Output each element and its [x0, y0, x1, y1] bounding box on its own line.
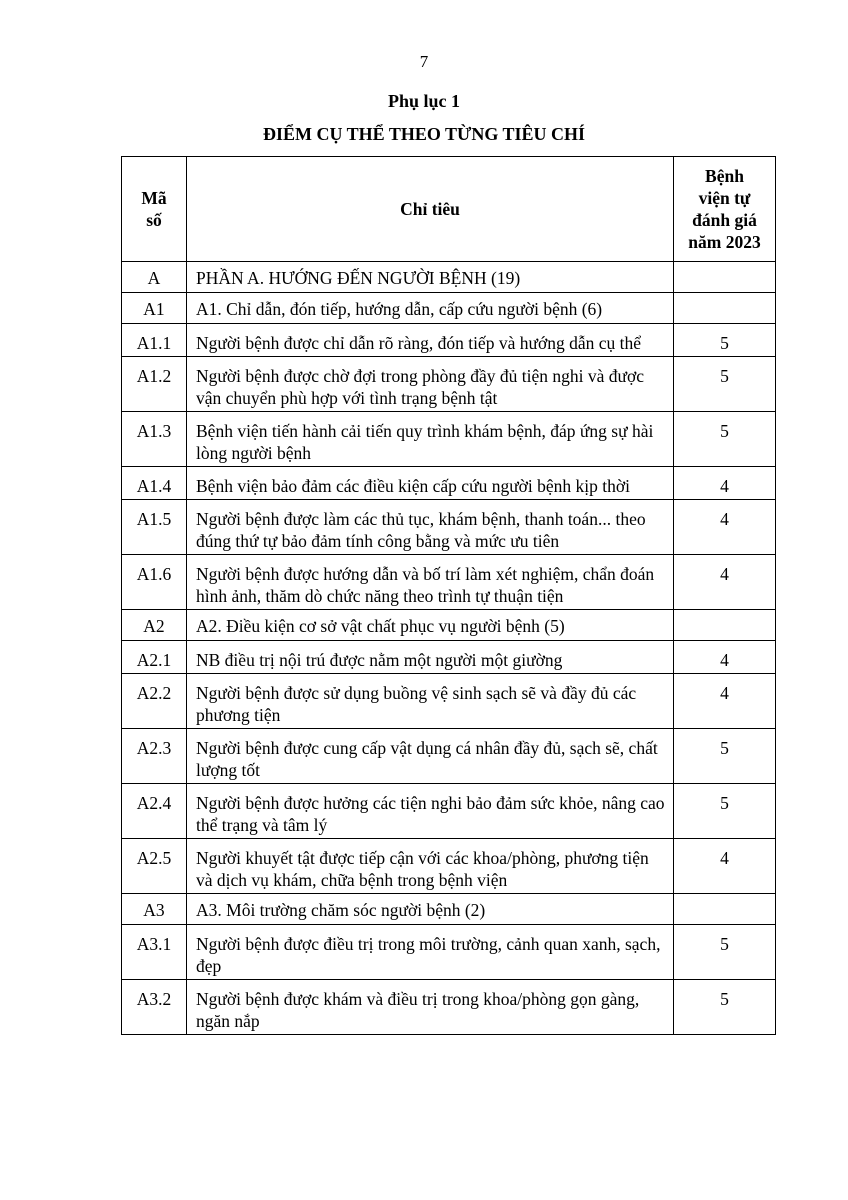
row-score: 5 — [674, 980, 776, 1035]
criteria-table — [121, 156, 776, 1035]
row-criterion: A3. Môi trường chăm sóc người bệnh (2) — [187, 894, 674, 925]
row-code: A1 — [122, 293, 187, 324]
page-number: 7 — [419, 52, 429, 71]
row-score: 4 — [674, 500, 776, 555]
row-criterion: Người bệnh được hưởng các tiện nghi bảo đảm sức khỏe, nâng cao thể trạng và tâm lý — [187, 784, 674, 839]
row-score: 5 — [674, 357, 776, 412]
header-code — [122, 157, 187, 262]
row-score: 4 — [674, 839, 776, 894]
row-code: A1.5 — [122, 500, 187, 555]
table-row — [122, 500, 776, 555]
row-criterion: Người bệnh được sử dụng buồng vệ sinh sạch sẽ và đầy đủ các phương tiện — [187, 674, 674, 729]
header-code-line: số — [146, 210, 162, 230]
row-code: A1.3 — [122, 412, 187, 467]
row-score: 5 — [674, 729, 776, 784]
row-code: A1.1 — [122, 324, 187, 357]
table-header-row — [122, 157, 776, 262]
row-criterion: Người bệnh được chỉ dẫn rõ ràng, đón tiếp và hướng dẫn cụ thể — [187, 324, 674, 357]
table-row — [122, 324, 776, 357]
row-score: 4 — [674, 641, 776, 674]
row-criterion: Bệnh viện tiến hành cải tiến quy trình khám bệnh, đáp ứng sự hài lòng người bệnh — [187, 412, 674, 467]
header-score — [674, 157, 776, 262]
table-row — [122, 357, 776, 412]
row-code: A1.6 — [122, 555, 187, 610]
row-score: 5 — [674, 925, 776, 980]
table-group-row — [122, 293, 776, 324]
table-row — [122, 980, 776, 1035]
table-row — [122, 641, 776, 674]
table-group-row — [122, 894, 776, 925]
row-score — [674, 293, 776, 324]
row-criterion: Người bệnh được khám và điều trị trong khoa/phòng gọn gàng, ngăn nắp — [187, 980, 674, 1035]
row-criterion: Người bệnh được hướng dẫn và bố trí làm xét nghiệm, chẩn đoán hình ảnh, thăm dò chức năng theo trình tự thuận tiện — [187, 555, 674, 610]
row-criterion: NB điều trị nội trú được nằm một người một giường — [187, 641, 674, 674]
table-group-row — [122, 610, 776, 641]
row-criterion: Người bệnh được chờ đợi trong phòng đầy đủ tiện nghi và được vận chuyển phù hợp với tình trạng bệnh tật — [187, 357, 674, 412]
row-score: 5 — [674, 784, 776, 839]
row-criterion: A1. Chỉ dẫn, đón tiếp, hướng dẫn, cấp cứu người bệnh (6) — [187, 293, 674, 324]
row-criterion: Bệnh viện bảo đảm các điều kiện cấp cứu người bệnh kịp thời — [187, 467, 674, 500]
row-score — [674, 262, 776, 293]
table-group-row — [122, 262, 776, 293]
table-row — [122, 412, 776, 467]
row-score — [674, 610, 776, 641]
row-score: 5 — [674, 412, 776, 467]
table-row — [122, 925, 776, 980]
row-code: A1.2 — [122, 357, 187, 412]
table-row — [122, 555, 776, 610]
header-score-line: viện tự — [698, 188, 751, 208]
row-code: A2.4 — [122, 784, 187, 839]
header-code-line: Mã — [141, 188, 167, 208]
header-score-line: năm 2023 — [688, 232, 761, 252]
row-code: A2 — [122, 610, 187, 641]
row-score — [674, 894, 776, 925]
row-score: 5 — [674, 324, 776, 357]
row-score: 4 — [674, 674, 776, 729]
table-row — [122, 467, 776, 500]
header-criterion: Chỉ tiêu — [187, 157, 674, 262]
main-title: ĐIỂM CỤ THỂ THEO TỪNG TIÊU CHÍ — [262, 124, 586, 144]
row-code: A — [122, 262, 187, 293]
row-criterion: Người bệnh được điều trị trong môi trường, cảnh quan xanh, sạch, đẹp — [187, 925, 674, 980]
header-score-line: đánh giá — [692, 210, 757, 230]
row-code: A3.1 — [122, 925, 187, 980]
row-code: A2.3 — [122, 729, 187, 784]
row-score: 4 — [674, 467, 776, 500]
row-code: A2.5 — [122, 839, 187, 894]
table-row — [122, 729, 776, 784]
row-criterion: PHẦN A. HƯỚNG ĐẾN NGƯỜI BỆNH (19) — [187, 262, 674, 293]
row-code: A3 — [122, 894, 187, 925]
row-criterion: Người khuyết tật được tiếp cận với các khoa/phòng, phương tiện và dịch vụ khám, chữa bệnh trong bệnh viện — [187, 839, 674, 894]
appendix-title: Phụ lục 1 — [387, 91, 461, 111]
row-code: A3.2 — [122, 980, 187, 1035]
table-row — [122, 839, 776, 894]
header-score-line: Bệnh — [705, 166, 744, 186]
table-row — [122, 784, 776, 839]
row-code: A2.1 — [122, 641, 187, 674]
row-code: A1.4 — [122, 467, 187, 500]
row-criterion: A2. Điều kiện cơ sở vật chất phục vụ người bệnh (5) — [187, 610, 674, 641]
row-criterion: Người bệnh được làm các thủ tục, khám bệnh, thanh toán... theo đúng thứ tự bảo đảm tính công bằng và mức ưu tiên — [187, 500, 674, 555]
table-body — [122, 262, 776, 1035]
row-code: A2.2 — [122, 674, 187, 729]
row-criterion: Người bệnh được cung cấp vật dụng cá nhân đầy đủ, sạch sẽ, chất lượng tốt — [187, 729, 674, 784]
table-row — [122, 674, 776, 729]
row-score: 4 — [674, 555, 776, 610]
